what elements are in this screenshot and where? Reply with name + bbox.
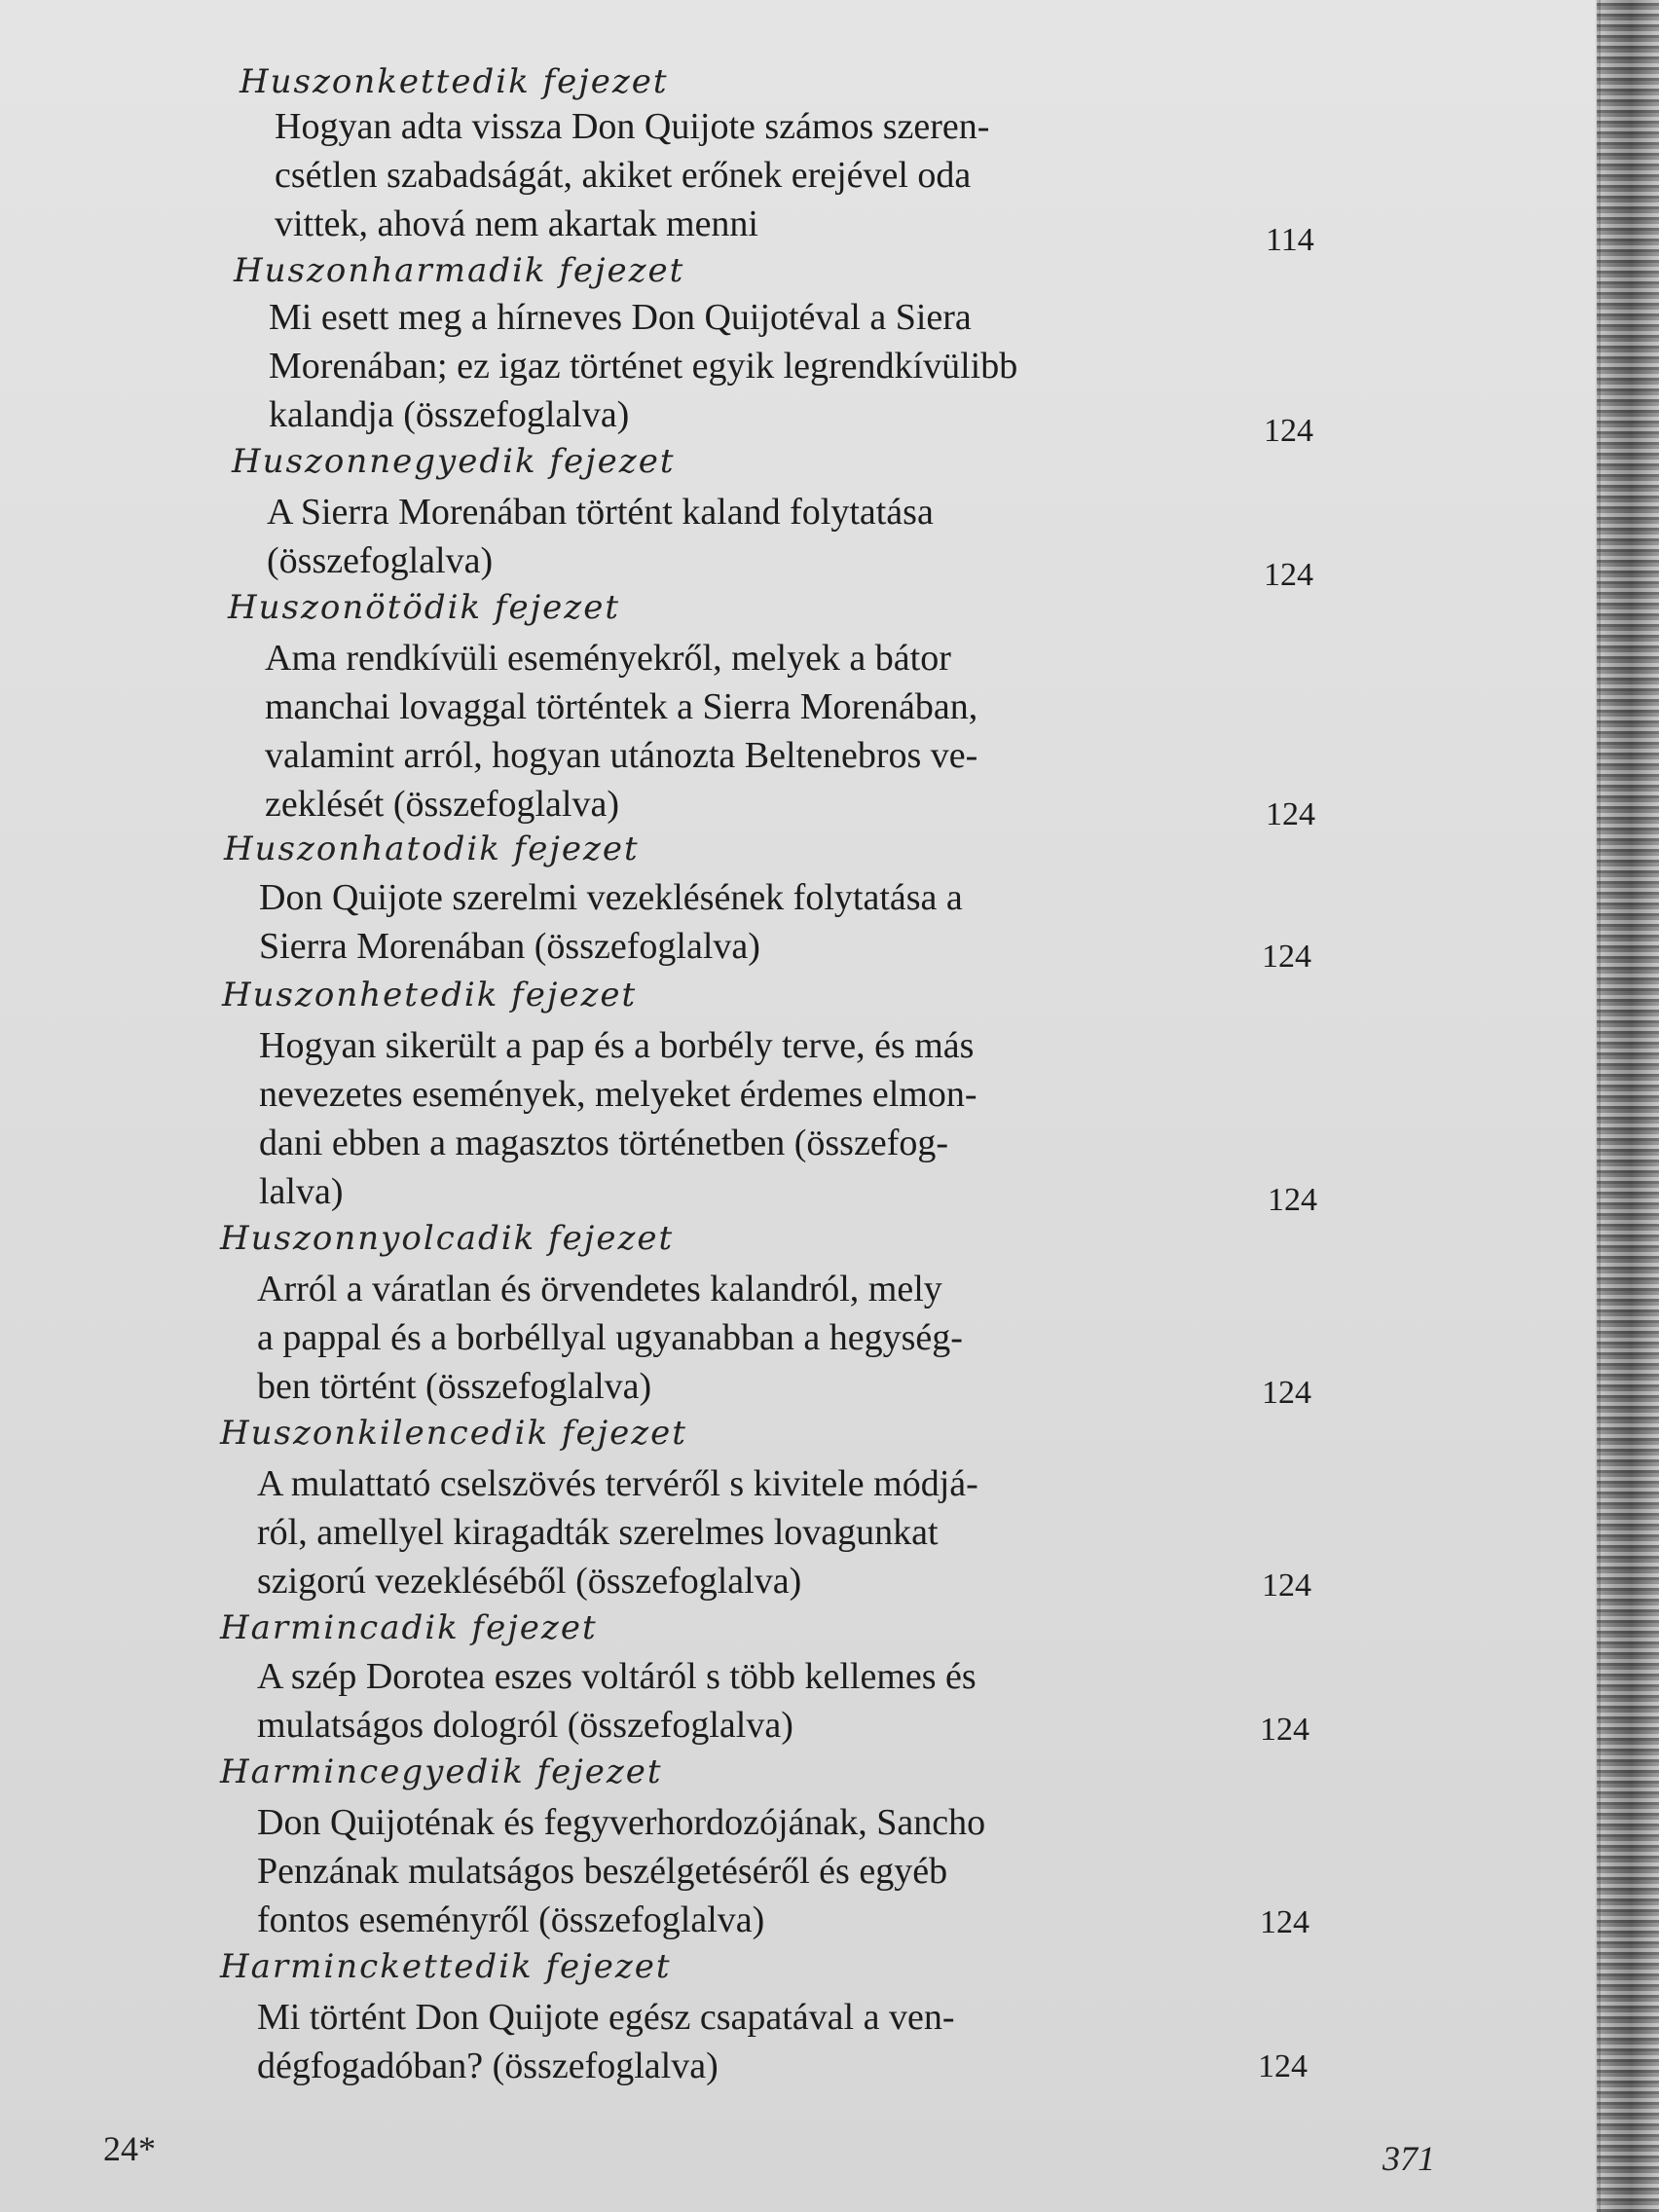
entry-title-line: dani ebben a magasztos történetben (összefog-: [259, 1123, 949, 1163]
entry-title-line: csétlen szabadságát, akiket erőnek erejével oda: [275, 155, 972, 196]
entry-title-line: kalandja (összefoglalva): [269, 394, 630, 435]
page-folio-number: 371: [1382, 2139, 1435, 2178]
entry-title-line: Don Quijoténak és fegyverhordozójának, Sancho: [257, 1802, 986, 1843]
entry-title-line: Sierra Morenában (összefoglalva): [259, 926, 760, 967]
entry-title-line: Arról a váratlan és örvendetes kalandról, mely: [257, 1269, 942, 1309]
page-number: 124: [1260, 1712, 1309, 1748]
entry-title-line: Hogyan adta vissza Don Quijote számos szeren-: [275, 106, 990, 147]
entry-title-line: A mulattató cselszövés tervéről s kivitele módjá-: [257, 1463, 978, 1504]
chapter-heading: Huszonhetedik fejezet: [222, 976, 638, 1014]
page-number: 124: [1264, 557, 1313, 593]
chapter-heading: Huszonhatodik fejezet: [224, 830, 640, 868]
book-spine: [1597, 0, 1659, 2212]
entry-title-line: mulatságos dologról (összefoglalva): [257, 1705, 793, 1746]
chapter-heading: Huszonharmadik fejezet: [234, 251, 685, 290]
entry-title-line: Ama rendkívüli eseményekről, melyek a bátor: [265, 638, 951, 679]
page-number: 124: [1260, 1904, 1309, 1940]
entry-title-line: zeklését (összefoglalva): [265, 784, 619, 825]
chapter-heading: Huszonötödik fejezet: [228, 588, 620, 627]
entry-title-line: A szép Dorotea eszes voltáról s több kellemes és: [257, 1656, 977, 1697]
entry-title-line: fontos eseményről (összefoglalva): [257, 1899, 765, 1940]
entry-title-line: ról, amellyel kiragadták szerelmes lovagunkat: [257, 1512, 939, 1553]
chapter-heading: Huszonnegyedik fejezet: [232, 442, 676, 481]
entry-title-line: Penzának mulatságos beszélgetéséről és egyéb: [257, 1851, 948, 1892]
entry-title-line: Mi történt Don Quijote egész csapatával a ven-: [257, 1997, 955, 2038]
entry-title-line: vittek, ahová nem akartak menni: [275, 203, 758, 244]
page-number: 124: [1266, 796, 1315, 832]
chapter-heading: Harminckettedik fejezet: [220, 1947, 672, 1986]
page-number: 124: [1262, 1567, 1311, 1604]
page-number: 114: [1266, 222, 1314, 258]
entry-title-line: a pappal és a borbéllyal ugyanabban a hegység-: [257, 1317, 963, 1358]
entry-title-line: ben történt (összefoglalva): [257, 1366, 652, 1407]
entry-title-line: dégfogadóban? (összefoglalva): [257, 2046, 719, 2086]
entry-title-line: szigorú vezekléséből (összefoglalva): [257, 1561, 802, 1602]
signature-mark: 24*: [103, 2129, 156, 2168]
chapter-heading: Harmincadik fejezet: [220, 1608, 598, 1647]
page-number: 124: [1264, 413, 1313, 449]
entry-title-line: A Sierra Morenában történt kaland folytatása: [267, 492, 934, 533]
chapter-heading: Huszonnyolcadik fejezet: [220, 1219, 675, 1258]
entry-title-line: Don Quijote szerelmi vezeklésének folytatása a: [259, 877, 963, 918]
entry-title-line: Morenában; ez igaz történet egyik legrendkívülibb: [269, 346, 1018, 387]
page-number: 124: [1262, 939, 1311, 975]
chapter-heading: Huszonkettedik fejezet: [240, 62, 669, 101]
chapter-heading: Huszonkilencedik fejezet: [220, 1414, 687, 1453]
page-number: 124: [1258, 2048, 1308, 2084]
page-number: 124: [1262, 1375, 1311, 1411]
page-number: 124: [1268, 1182, 1317, 1218]
entry-title-line: Hogyan sikerült a pap és a borbély terve, és más: [259, 1025, 975, 1066]
entry-title-line: nevezetes események, melyeket érdemes elmon-: [259, 1074, 977, 1115]
entry-title-line: lalva): [259, 1171, 344, 1212]
chapter-heading: Harmincegyedik fejezet: [220, 1752, 663, 1791]
entry-title-line: manchai lovaggal történtek a Sierra Morenában,: [265, 686, 978, 727]
page-edge-shadow: [1595, 0, 1601, 2212]
entry-title-line: (összefoglalva): [267, 540, 494, 581]
entry-title-line: valamint arról, hogyan utánozta Beltenebros ve-: [265, 735, 978, 776]
entry-title-line: Mi esett meg a hírneves Don Quijotéval a Siera: [269, 297, 972, 338]
